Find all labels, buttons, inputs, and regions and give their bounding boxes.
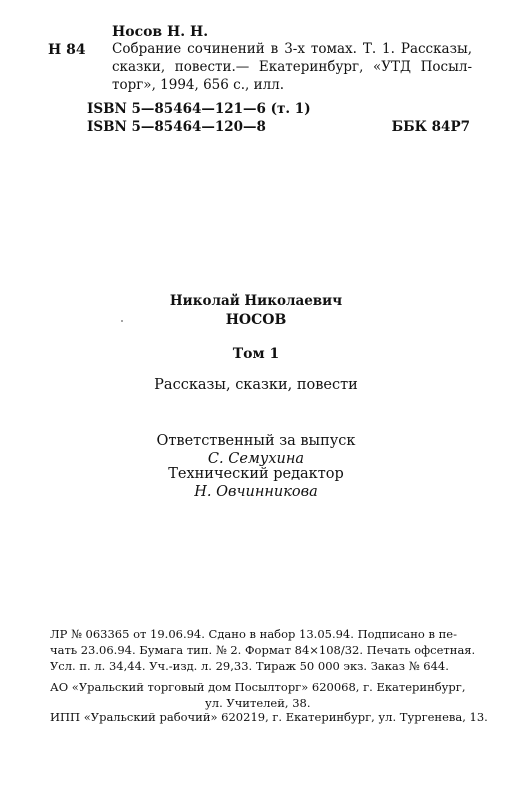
catalog-description-line: торг», 1994, 656 с., илл.: [112, 77, 285, 93]
volume-number: Том 1: [232, 346, 280, 362]
bbk-classification: ББК 84Р7: [391, 119, 470, 135]
imprint-printer: [50, 709, 488, 725]
print-speck: [121, 320, 123, 322]
isbn-volume: ISBN 5—85464—121—6 (т. 1): [87, 101, 311, 117]
imprint-line: АО «Уральский торговый дом Посылторг» 620068, г. Екатеринбург,: [50, 680, 466, 694]
catalog-call-number: Н 84: [48, 42, 86, 58]
imprint-line: Усл. п. л. 34,44. Уч.-изд. л. 29,33. Тираж 50 000 экз. Заказ № 644.: [50, 659, 449, 673]
catalog-author-heading: Носов Н. Н.: [112, 24, 209, 40]
catalog-description-line: Собрание сочинений в 3-х томах. Т. 1. Рассказы,: [112, 41, 472, 57]
imprint-line: ИПП «Уральский рабочий» 620219, г. Екатеринбург, ул. Тургенева, 13.: [50, 710, 488, 724]
author-full-name: Николай Николаевич: [169, 293, 343, 309]
editor-name: С. Семухина: [207, 451, 305, 467]
imprint-line: чать 23.06.94. Бумага тип. № 2. Формат 84×108/32. Печать офсетная.: [50, 643, 476, 657]
imprint-license: [50, 626, 476, 674]
isbn-set: ISBN 5—85464—120—8: [87, 119, 266, 135]
imprint-publisher: [50, 679, 465, 711]
catalog-description-line: сказки, повести.— Екатеринбург, «УТД Посыл-: [112, 59, 472, 75]
editor-label: Ответственный за выпуск: [156, 433, 356, 449]
author-surname: НОСОВ: [225, 312, 287, 328]
tech-editor-label: Технический редактор: [168, 466, 344, 482]
volume-subtitle: Рассказы, сказки, повести: [154, 377, 358, 393]
tech-editor-name: Н. Овчинникова: [194, 484, 318, 500]
imprint-line: ул. Учителей, 38.: [205, 696, 311, 710]
catalog-description: [112, 40, 472, 94]
imprint-line: ЛР № 063365 от 19.06.94. Сдано в набор 13.05.94. Подписано в пе-: [50, 627, 457, 641]
